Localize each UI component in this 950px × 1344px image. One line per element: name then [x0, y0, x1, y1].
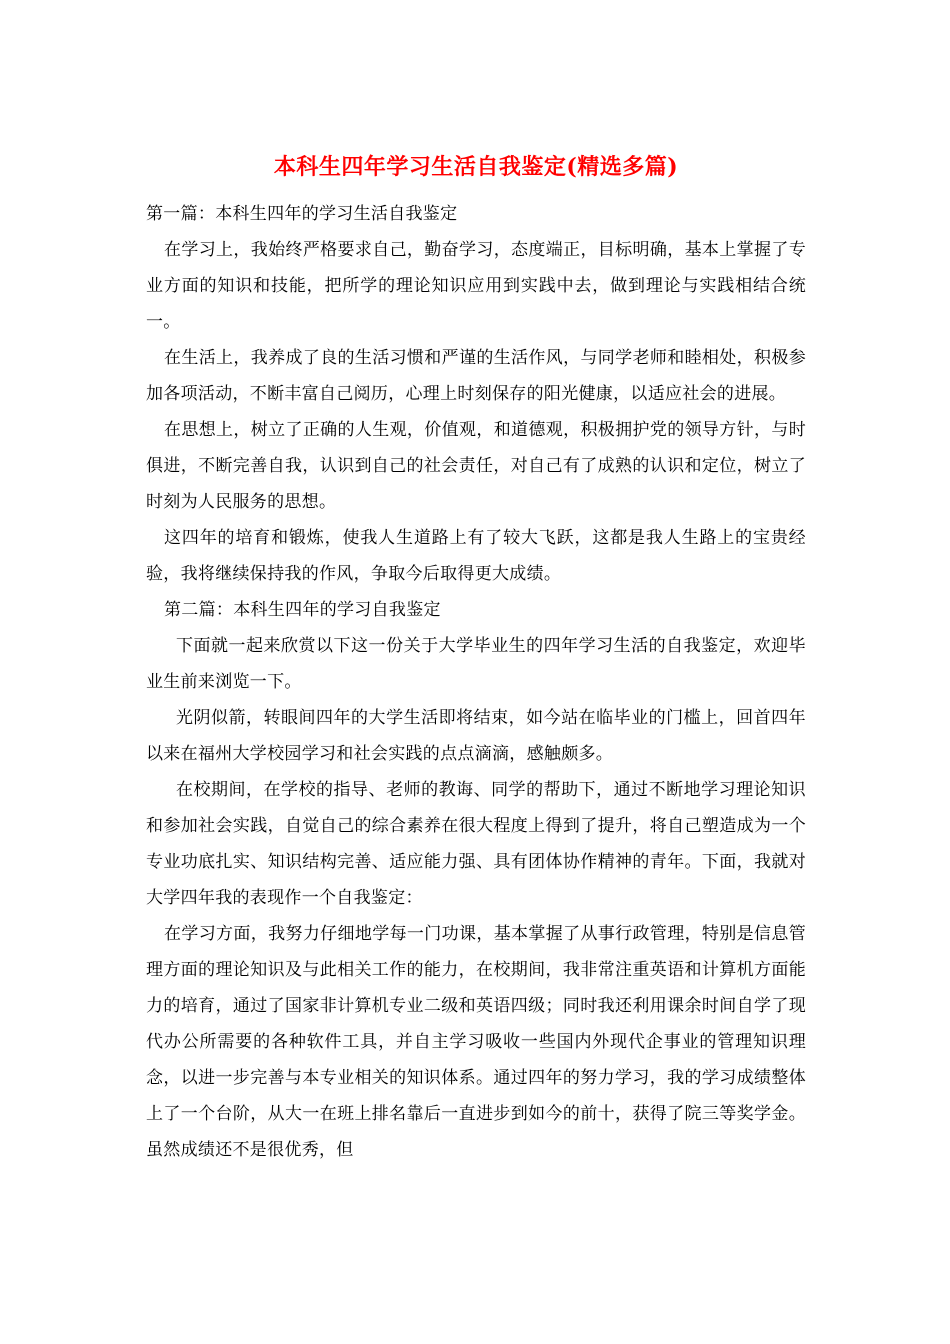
document-title: 本科生四年学习生活自我鉴定(精选多篇): [273, 154, 679, 180]
section-heading-2: 第二篇：本科生四年的学习自我鉴定: [164, 600, 441, 620]
paragraph-study: 在学习上，我始终严格要求自己，勤奋学习，态度端正，目标明确，基本上掌握了专业方面的知识和技能，把所学的理论知识应用到实践中去，做到理论与实践相结合统一。: [146, 240, 806, 332]
paragraph-life: 在生活上，我养成了良的生活习惯和严谨的生活作风，与同学老师和睦相处，积极参加各项活动，不断丰富自己阅历，心理上时刻保存的阳光健康，以适应社会的进展。: [146, 348, 806, 404]
paragraph-learning: 在学习方面，我努力仔细地学每一门功课，基本掌握了从事行政管理，特别是信息管理方面的理论知识及与此相关工作的能力，在校期间，我非常注重英语和计算机方面能力的培育，通过了国家非计算机专业二级和英语四级；同时我还利用课余时间自学了现代办公所需要的各种软件工具，并自主学习吸收一些国内外现代企事业的管理知识理念，以进一步完善与本专业相关的知识体系。通过四年的努力学习，我的学习成绩整体上了一个台阶，从大一在班上排名靠后一直进步到如今的前十，获得了院三等奖学金。虽然成绩还不是很优秀，但: [146, 924, 806, 1160]
paragraph-summary: 这四年的培育和锻炼，使我人生道路上有了较大飞跃，这都是我人生路上的宝贵经验，我将继续保持我的作风，争取今后取得更大成绩。: [146, 528, 806, 584]
document-page: [146, 150, 806, 1168]
paragraph-intro: 下面就一起来欣赏以下这一份关于大学毕业生的四年学习生活的自我鉴定，欢迎毕业生前来浏览一下。: [146, 636, 806, 692]
paragraph-time: 光阴似箭，转眼间四年的大学生活即将结束，如今站在临毕业的门槛上，回首四年以来在福州大学校园学习和社会实践的点点滴滴，感触颇多。: [146, 708, 806, 764]
section-heading-1: 第一篇：本科生四年的学习生活自我鉴定: [146, 204, 458, 224]
paragraph-thought: 在思想上，树立了正确的人生观，价值观，和道德观，积极拥护党的领导方针，与时俱进，不断完善自我，认识到自己的社会责任，对自己有了成熟的认识和定位，树立了时刻为人民服务的思想。: [146, 420, 806, 512]
paragraph-school: 在校期间，在学校的指导、老师的教诲、同学的帮助下，通过不断地学习理论知识和参加社会实践，自觉自己的综合素养在很大程度上得到了提升，将自己塑造成为一个专业功底扎实、知识结构完善、适应能力强、具有团体协作精神的青年。下面，我就对大学四年我的表现作一个自我鉴定：: [146, 780, 806, 908]
